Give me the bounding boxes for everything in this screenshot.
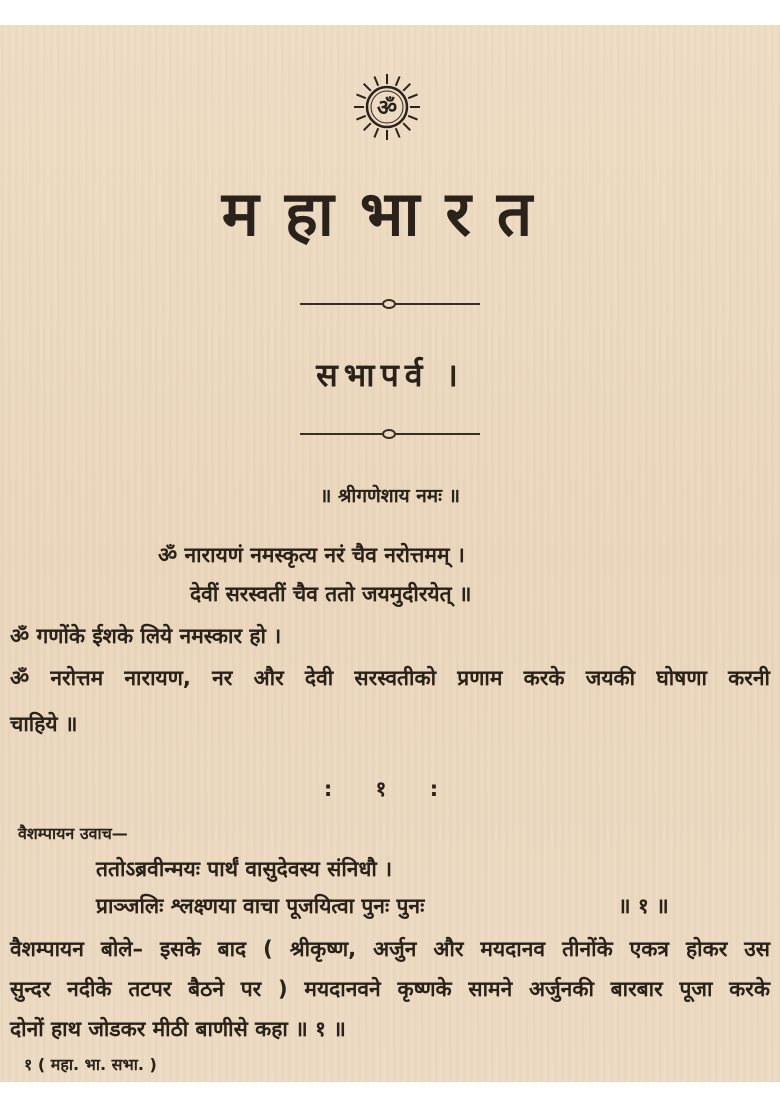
svg-text:ॐ: ॐ bbox=[376, 96, 398, 121]
mangala-verse-line-2: देवीं सरस्वतीं चैव ततो जयमुदीरयेत् ॥ bbox=[190, 582, 472, 606]
chapter-marker: : १ : bbox=[323, 777, 457, 801]
footer-signature: १ ( महा. भा. सभा. ) bbox=[24, 1055, 157, 1074]
shloka-line-1: ततोऽब्रवीन्मयः पार्थं वासुदेवस्य संनिधौ । bbox=[96, 857, 393, 881]
book-title: महाभारत bbox=[221, 177, 559, 250]
shloka-line-2: प्राञ्जलिः श्लक्ष्णया वाचा पूजयित्वा पुनः पुनः bbox=[96, 894, 425, 918]
invocation-line: ॥ श्रीगणेशाय नमः ॥ bbox=[319, 485, 461, 507]
translation-line-3: चाहिये ॥ bbox=[10, 712, 78, 736]
translation-line-1: ॐ गणोंके ईशके लिये नमस्कार हो । bbox=[10, 624, 282, 648]
shloka-number: ॥ १ ॥ bbox=[618, 894, 669, 918]
section-title: सभापर्व । bbox=[316, 356, 464, 394]
om-sun-emblem-icon bbox=[352, 72, 422, 142]
speaker-label: वैशम्पायन उवाच— bbox=[18, 824, 128, 843]
shloka-translation-line-3: दोनों हाथ जोडकर मीठी बाणीसे कहा ॥ १ ॥ bbox=[10, 1017, 346, 1041]
ornamental-divider-top bbox=[300, 303, 480, 305]
translation-line-2: ॐ नरोत्तम नारायण, नर और देवी सरस्वतीको प्रणाम करके जयकी घोषणा करनी bbox=[10, 666, 770, 690]
ornamental-divider-bottom bbox=[300, 433, 480, 435]
mangala-verse-line-1: ॐ नारायणं नमस्कृत्य नरं चैव नरोत्तमम् । bbox=[158, 543, 465, 567]
shloka-translation-line-2: सुन्दर नदीके तटपर बैठने पर ) मयदानवने कृष्णके सामने अर्जुनकी बारबार पूजा करके bbox=[10, 977, 770, 1001]
shloka-translation-line-1: वैशम्पायन बोले– इसके बाद ( श्रीकृष्ण, अर्जुन और मयदानव तीनोंके एकत्र होकर उस bbox=[10, 937, 770, 961]
